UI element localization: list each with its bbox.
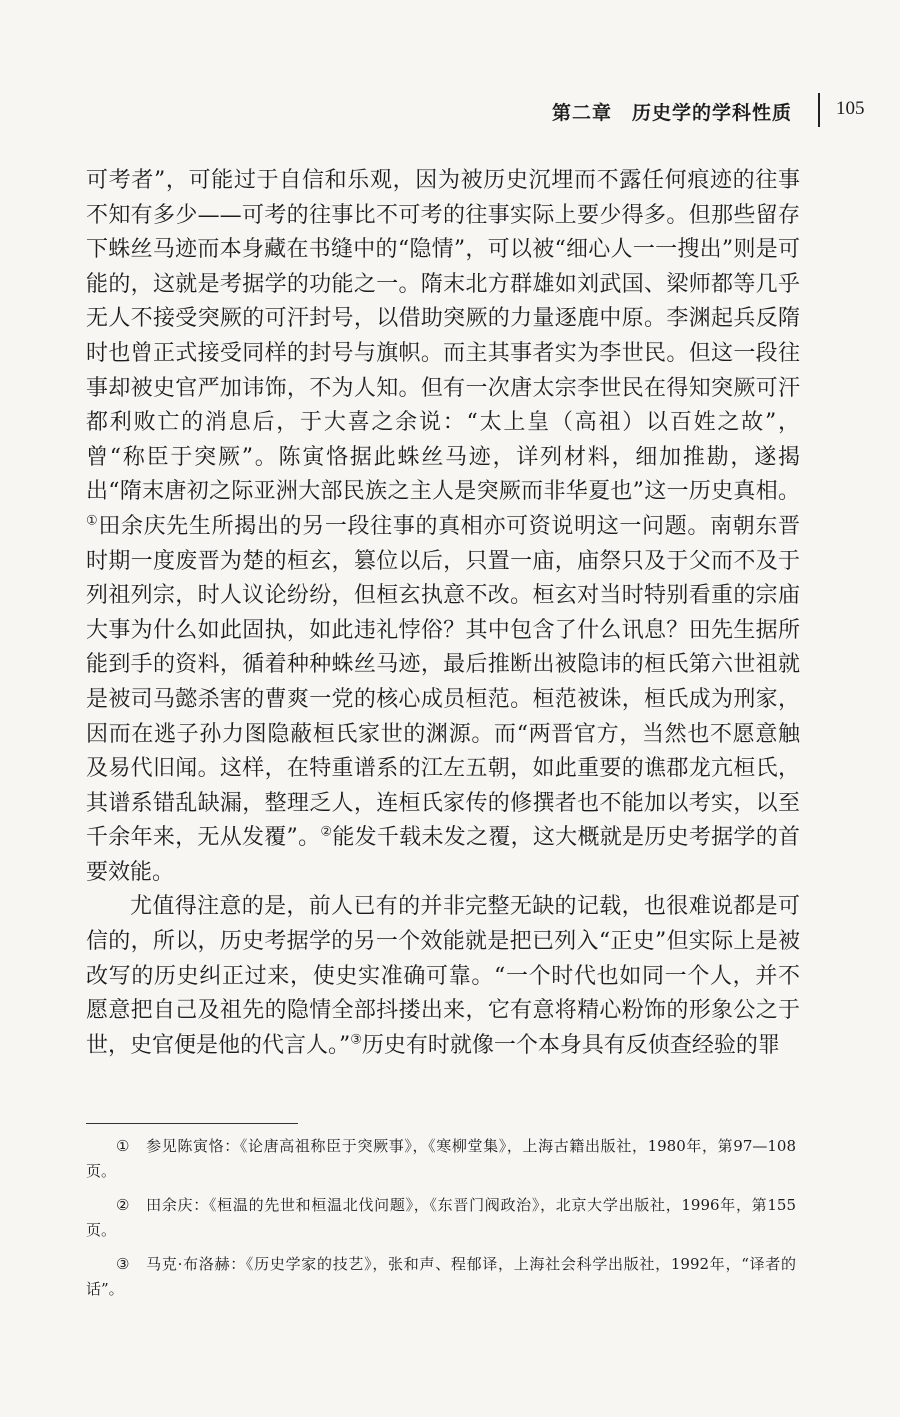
paragraph-2 — [86, 890, 800, 1063]
chapter-title: 第二章 历史学的学科性质 — [551, 102, 792, 124]
paragraph-2-part-b: 历史有时就像一个本身具有反侦查经验的罪 — [361, 1032, 780, 1058]
footnote-text: 马克·布洛赫：《历史学家的技艺》，张和声、程郁译，上海社会科学出版社，1992年，“译者的话”。 — [86, 1255, 796, 1298]
paragraph-1 — [86, 164, 800, 890]
footnote-3 — [86, 1252, 796, 1302]
footnote-text: 参见陈寅恪：《论唐高祖称臣于突厥事》，《寒柳堂集》，上海古籍出版社，1980年，第97—108页。 — [86, 1137, 796, 1180]
running-header — [0, 90, 900, 130]
paragraph-1-part-b: 田余庆先生所揭出的另一段往事的真相亦可资说明这一问题。南朝东晋时期一度废晋为楚的桓玄，篡位以后，只置一庙，庙祭只及于父而不及于列祖列宗，时人议论纷纷，但桓玄执意不改。桓玄对当时特别看重的宗庙大事为什么如此固执，如此违礼悖俗？其中包含了什么讯息？田先生据所能到手的资料，循着种种蛛丝马迹，最后推断出被隐讳的桓氏第六世祖就是被司马懿杀害的曹爽一党的核心成员桓范。桓范被诛，桓氏成为刑家，因而在逃子孙力图隐蔽桓氏家世的渊源。而“两晋官方，当然也不愿意触及易代旧闻。这样，在特重谱系的江左五朝，如此重要的谯郡龙亢桓氏，其谱系错乱缺漏，整理乏人，连桓氏家传的修撰者也不能加以考实，以至千余年来，无从发覆”。 — [86, 513, 800, 851]
paragraph-2-part-a: 尤值得注意的是，前人已有的并非完整无缺的记载，也很难说都是可信的，所以，历史考据学的另一个效能就是把已列入“正史”但实际上是被改写的历史纠正过来，使史实准确可靠。“一个时代也如同一个人，并不愿意把自己及祖先的隐情全部抖搂出来，它有意将精心粉饰的形象公之于世，史官便是他的代言人。” — [86, 894, 800, 1058]
footnote-ref-2[interactable]: ② — [320, 824, 333, 840]
footnote-mark: ① — [116, 1137, 131, 1155]
footnote-divider — [86, 1123, 298, 1124]
footnote-text: 田余庆：《桓温的先世和桓温北伐问题》，《东晋门阀政治》，北京大学出版社，1996年，第155页。 — [86, 1196, 796, 1239]
header-divider — [818, 93, 820, 127]
page-number: 105 — [836, 98, 865, 119]
footnote-mark: ③ — [116, 1255, 131, 1273]
footnotes — [86, 1134, 796, 1311]
footnote-mark: ② — [116, 1196, 131, 1214]
paragraph-1-part-c: 能发千载未发之覆，这大概就是历史考据学的首要效能。 — [86, 825, 801, 885]
paragraph-1-part-a: 可考者”，可能过于自信和乐观，因为被历史沉埋而不露任何痕迹的往事不知有多少——可考的往事比不可考的往事实际上要少得多。但那些留存下蛛丝马迹而本身藏在书缝中的“隐情”，可以被“细心人一一搜出”则是可能的，这就是考据学的功能之一。隋末北方群雄如刘武国、梁师都等几乎无人不接受突厥的可汗封号，以借助突厥的力量逐鹿中原。李渊起兵反隋时也曾正式接受同样的封号与旗帜。而主其事者实为李世民。但这一段往事却被史官严加讳饰，不为人知。但有一次唐太宗李世民在得知突厥可汗都利败亡的消息后，于大喜之余说：“太上皇（高祖）以百姓之故”，曾“称臣于突厥”。陈寅恪据此蛛丝马迹，详列材料，细加推勘，遂揭出“隋末唐初之际亚洲大部民族之主人是突厥而非华夏也”这一历史真相。 — [86, 168, 800, 505]
footnote-2 — [86, 1193, 796, 1243]
footnote-ref-1[interactable]: ① — [86, 513, 99, 529]
footnote-ref-3[interactable]: ③ — [350, 1032, 362, 1048]
footnote-1 — [86, 1134, 796, 1184]
main-text — [86, 164, 800, 1063]
